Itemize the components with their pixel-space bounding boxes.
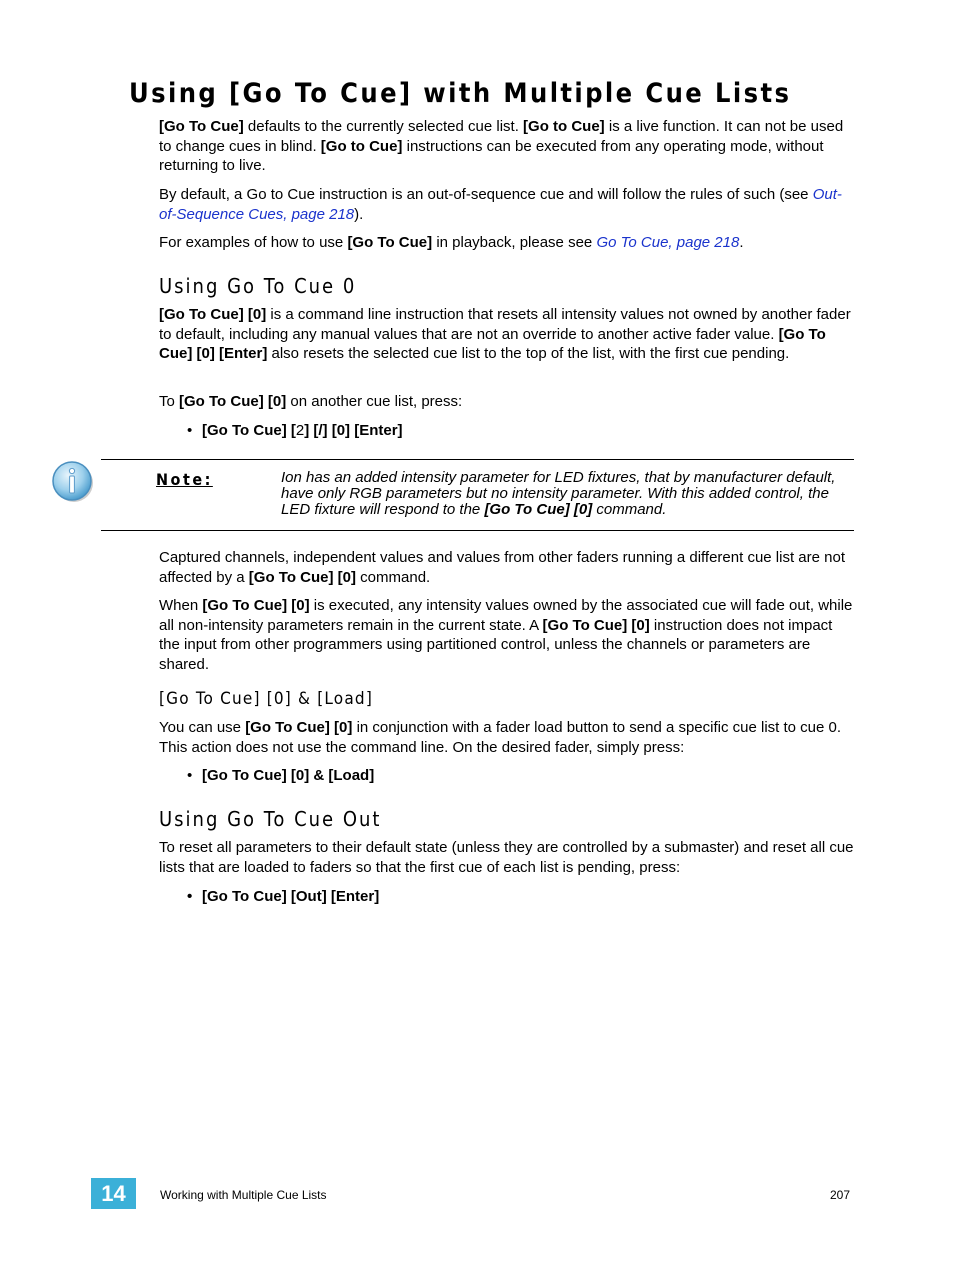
command-text: [Go To Cue] [0] — [179, 393, 287, 410]
go-to-cue-0-paragraph-1: [Go To Cue] [0] is a command line instruction that resets all intensity values not owned by another fader to default, including any manual values that are not an override to another active fader value. [Go To Cue] [0] [Enter] also resets the selected cue list to the top of the list, with the first cue pending. — [159, 306, 851, 362]
section-heading-go-to-cue-0: Using Go To Cue 0 — [159, 274, 357, 298]
bullet-item: • [Go To Cue] [0] & [Load] — [187, 767, 375, 784]
intro-paragraph-3: For examples of how to use [Go To Cue] in playback, please see Go To Cue, page 218. — [159, 234, 744, 251]
intro-paragraph-1: [Go To Cue] defaults to the currently selected cue list. [Go to Cue] is a live function. It can not be used to change cues in blind. [Go to Cue] instructions can be executed from any operating mode, without returning to live. — [159, 118, 844, 174]
command-text: [Go To Cue] — [159, 118, 244, 135]
go-to-cue-out-paragraph: To reset all parameters to their default state (unless they are controlled by a submaster) and reset all cue lists that are loaded to faders so that the first cue of each list is pending, press: — [159, 839, 854, 876]
section-heading-go-to-cue-out: Using Go To Cue Out — [159, 807, 382, 831]
command-text: [Go To Cue] [0] [Enter] — [159, 325, 826, 362]
note-top-rule — [101, 459, 854, 460]
bullet-item: • [Go To Cue] [Out] [Enter] — [187, 888, 380, 905]
page-title: Using [Go To Cue] with Multiple Cue Lists — [129, 78, 792, 109]
command-text: [Go To Cue] [0] — [202, 597, 310, 614]
note-label: Note: — [156, 470, 213, 489]
command-text: [Go To Cue] [0] — [542, 616, 650, 634]
info-icon — [51, 460, 95, 504]
chapter-number-badge: 14 — [91, 1178, 136, 1209]
link-out-of-sequence-cues[interactable]: Out-of-Sequence Cues, page 218 — [159, 186, 842, 223]
sub-heading-go-to-cue-0-load: [Go To Cue] [0] & [Load] — [159, 689, 374, 709]
command-text: [Go To Cue] [0] — [245, 719, 353, 736]
go-to-cue-0-paragraph-4: When [Go To Cue] [0] is executed, any intensity values owned by the associated cue will fade out, while all non-intensity parameters remain in the current state. A [Go To Cue] [0] instruction does not impact the input from other programmers using partitioned control, unless the channels or parameters are shared. — [159, 597, 853, 673]
footer-chapter-title: Working with Multiple Cue Lists — [160, 1188, 327, 1202]
command-text: [Go To Cue] [0] — [248, 568, 357, 586]
note-text: Ion has an added intensity parameter for LED fixtures, that by manufacturer default, have only RGB parameters but no intensity parameter. With this added control, the LED fixture will respond to the [Go To Cue] [0] command. — [281, 469, 836, 518]
bullet-item: • [Go To Cue] [2] [/] [0] [Enter] — [187, 422, 403, 439]
command-text: [Go To Cue] — [347, 234, 433, 251]
command-text: [Go to Cue] — [523, 118, 605, 135]
note-bottom-rule — [101, 530, 854, 531]
go-to-cue-0-load-paragraph: You can use [Go To Cue] [0] in conjunction with a fader load button to send a specific cue list to cue 0. This action does not use the command line. On the desired fader, simply press: — [159, 719, 842, 756]
go-to-cue-0-paragraph-2: To [Go To Cue] [0] on another cue list, press: — [159, 393, 463, 410]
command-text: [Go to Cue] — [320, 137, 403, 155]
page-number: 207 — [830, 1188, 851, 1202]
intro-paragraph-2: By default, a Go to Cue instruction is an out-of-sequence cue and will follow the rules of such (see Out-of-Sequence Cues, page 218). — [159, 186, 842, 223]
go-to-cue-0-paragraph-3: Captured channels, independent values and values from other faders running a different cue list are not affected by a [Go To Cue] [0] command. — [159, 549, 845, 586]
command-text: [Go To Cue] [0] — [159, 306, 267, 323]
link-go-to-cue[interactable]: Go To Cue, page 218 — [596, 234, 740, 251]
